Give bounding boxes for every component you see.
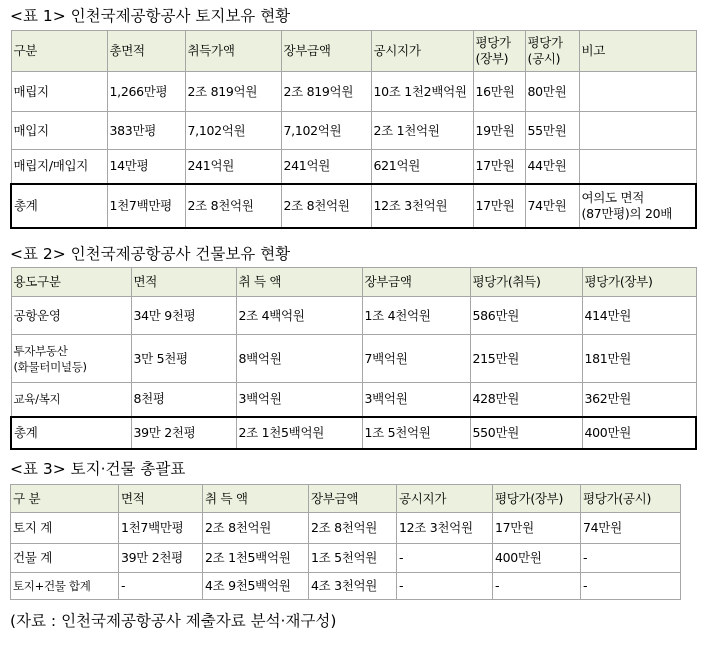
total-row	[11, 417, 696, 449]
table-cell: 586만원	[470, 297, 582, 335]
table-cell: 2조 8천억원	[281, 184, 371, 228]
table-cell: 19만원	[473, 112, 525, 150]
table-header-row	[11, 485, 681, 513]
header-cell: 평당가(공시)	[581, 485, 681, 513]
header-cell: 평당가 (장부)	[473, 31, 525, 72]
table-cell: 241억원	[185, 150, 281, 184]
table-cell	[579, 72, 696, 112]
table-row	[11, 150, 696, 184]
table-header-row	[11, 31, 696, 72]
table-cell: 2조 1천억원	[371, 112, 473, 150]
table-cell: 7,102억원	[185, 112, 281, 150]
table2-caption: <표 2> 인천국제공항공사 건물보유 현황	[10, 245, 291, 263]
source-note: (자료 : 인천국제공항공사 제출자료 분석·재구성)	[10, 612, 337, 630]
table-cell: 2조 8천억원	[203, 513, 309, 544]
table-cell: 2조 1천5백억원	[236, 417, 362, 449]
header-cell: 구분	[11, 31, 107, 72]
table-cell: 414만원	[582, 297, 696, 335]
table-cell: 투자부동산 (화물터미널등)	[11, 335, 131, 383]
table-cell: 교육/복지	[11, 383, 131, 417]
table-cell: -	[581, 544, 681, 573]
table-cell: 10조 1천2백억원	[371, 72, 473, 112]
header-cell: 평당가(장부)	[493, 485, 581, 513]
header-cell: 면적	[131, 268, 236, 297]
summary-table	[10, 484, 681, 600]
table-cell: 총계	[11, 184, 107, 228]
table-cell: 383만평	[107, 112, 185, 150]
table-cell: 55만원	[525, 112, 579, 150]
table-cell: 매립지	[11, 72, 107, 112]
header-cell: 평당가(장부)	[582, 268, 696, 297]
building-holdings-table	[10, 267, 697, 450]
table-cell: 1조 5천억원	[362, 417, 470, 449]
header-cell: 평당가(취득)	[470, 268, 582, 297]
table-cell: 2조 8천억원	[185, 184, 281, 228]
table-cell: 181만원	[582, 335, 696, 383]
table-cell: 매립지/매입지	[11, 150, 107, 184]
table-row	[11, 383, 696, 417]
table-cell: 7,102억원	[281, 112, 371, 150]
table-cell: 8천평	[131, 383, 236, 417]
table-cell: 241억원	[281, 150, 371, 184]
table-cell: -	[581, 573, 681, 600]
table-cell: 17만원	[473, 184, 525, 228]
table-cell: 2조 1천5백억원	[203, 544, 309, 573]
table-cell: 매입지	[11, 112, 107, 150]
land-holdings-table	[10, 30, 697, 229]
table-cell: 1,266만평	[107, 72, 185, 112]
table-cell: 1천7백만평	[107, 184, 185, 228]
table-cell: 2조 8천억원	[309, 513, 397, 544]
header-cell: 장부금액	[362, 268, 470, 297]
table-cell: 215만원	[470, 335, 582, 383]
table3-caption: <표 3> 토지·건물 총괄표	[10, 460, 186, 478]
total-row	[11, 184, 696, 228]
table-cell: 3만 5천평	[131, 335, 236, 383]
table-cell: 2조 819억원	[185, 72, 281, 112]
header-cell: 취 득 액	[236, 268, 362, 297]
table-cell: 80만원	[525, 72, 579, 112]
table-cell: -	[397, 573, 493, 600]
table-cell: 17만원	[493, 513, 581, 544]
table-cell: 44만원	[525, 150, 579, 184]
table-row	[11, 297, 696, 335]
table-cell: 공항운영	[11, 297, 131, 335]
header-cell: 총면적	[107, 31, 185, 72]
table-cell: 토지 계	[11, 513, 119, 544]
table-cell: 8백억원	[236, 335, 362, 383]
table-cell	[579, 112, 696, 150]
table-cell: 14만평	[107, 150, 185, 184]
table-cell: 74만원	[525, 184, 579, 228]
header-cell: 구 분	[11, 485, 119, 513]
table-cell: 7백억원	[362, 335, 470, 383]
table-cell: 621억원	[371, 150, 473, 184]
table-cell: 2조 4백억원	[236, 297, 362, 335]
table-cell: 토지+건물 합계	[11, 573, 119, 600]
table-cell: 39만 2천평	[131, 417, 236, 449]
table-header-row	[11, 268, 696, 297]
table-cell: 1조 4천억원	[362, 297, 470, 335]
header-cell: 장부금액	[281, 31, 371, 72]
table-cell: 1천7백만평	[119, 513, 203, 544]
table1-caption: <표 1> 인천국제공항공사 토지보유 현황	[10, 7, 291, 25]
table-cell: 34만 9천평	[131, 297, 236, 335]
header-cell: 공시지가	[371, 31, 473, 72]
header-cell: 취 득 액	[203, 485, 309, 513]
table-cell: 4조 3천억원	[309, 573, 397, 600]
table-row	[11, 544, 681, 573]
table-cell: 550만원	[470, 417, 582, 449]
table-cell: -	[493, 573, 581, 600]
table-cell: 건물 계	[11, 544, 119, 573]
table-cell: -	[397, 544, 493, 573]
table-cell: 4조 9천5백억원	[203, 573, 309, 600]
table-row	[11, 112, 696, 150]
header-cell: 공시지가	[397, 485, 493, 513]
table-row	[11, 513, 681, 544]
table-row	[11, 72, 696, 112]
table-cell: 17만원	[473, 150, 525, 184]
table-cell: 16만원	[473, 72, 525, 112]
table-cell: 12조 3천억원	[397, 513, 493, 544]
table-cell: 400만원	[493, 544, 581, 573]
table-cell: 74만원	[581, 513, 681, 544]
table-cell: 3백억원	[236, 383, 362, 417]
table-cell: 3백억원	[362, 383, 470, 417]
header-cell: 평당가 (공시)	[525, 31, 579, 72]
table-cell: 1조 5천억원	[309, 544, 397, 573]
header-cell: 장부금액	[309, 485, 397, 513]
table-cell: 2조 819억원	[281, 72, 371, 112]
header-cell: 용도구분	[11, 268, 131, 297]
table-cell: -	[119, 573, 203, 600]
table-cell: 400만원	[582, 417, 696, 449]
header-cell: 비고	[579, 31, 696, 72]
table-cell: 12조 3천억원	[371, 184, 473, 228]
table-row	[11, 335, 696, 383]
table-cell: 총계	[11, 417, 131, 449]
table-cell	[579, 150, 696, 184]
header-cell: 면적	[119, 485, 203, 513]
table-cell: 362만원	[582, 383, 696, 417]
table-cell: 428만원	[470, 383, 582, 417]
table-row	[11, 573, 681, 600]
header-cell: 취득가액	[185, 31, 281, 72]
table-cell: 여의도 면적 (87만평)의 20배	[579, 184, 696, 228]
table-cell: 39만 2천평	[119, 544, 203, 573]
